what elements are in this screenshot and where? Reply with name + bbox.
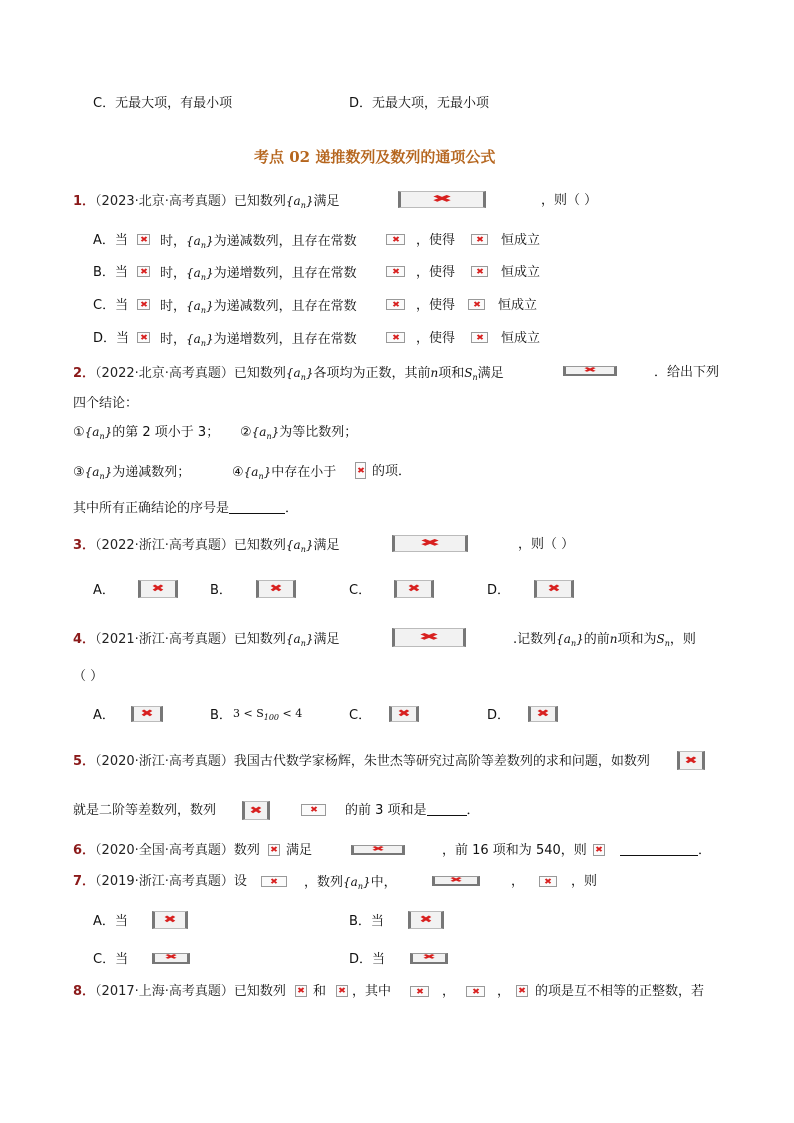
formula-image <box>301 804 326 816</box>
q2-ask: 其中所有正确结论的序号是 ． <box>73 501 299 516</box>
formula-image <box>137 234 150 245</box>
question-tail: ．给出下列 <box>654 365 720 380</box>
formula-image <box>516 985 528 997</box>
q2-line2: 四个结论： <box>73 396 139 411</box>
formula-image <box>432 876 480 886</box>
question-6-stem: 6．（2020·全国·高考真题）数列 <box>73 843 260 858</box>
formula-image <box>468 299 485 310</box>
q6-mid: ，前 16 项和为 540，则 <box>442 843 587 858</box>
q6-end: ． <box>620 842 711 860</box>
q3-option-b: B． <box>210 583 232 598</box>
question-2-stem: 2．（2022·北京·高考真题）已知数列$\{a_n\}$各项均为正数，其前n项和$S_n$满足 <box>73 366 504 382</box>
q1-option-b: B．当 <box>93 265 128 280</box>
q4-option-d: D． <box>487 708 511 723</box>
formula-image <box>242 801 270 820</box>
formula-image <box>408 911 444 929</box>
q2-conclusion-2: $②\{a_n\}$为等比数列； <box>240 425 358 441</box>
formula-image <box>471 266 488 277</box>
q4-option-a: A． <box>93 708 115 723</box>
formula-image <box>471 332 488 343</box>
question-7-stem: 7．（2019·浙江·高考真题）设 <box>73 874 247 889</box>
formula-image <box>386 332 405 343</box>
formula-image <box>137 299 150 310</box>
q1-a-shide: ，使得 <box>416 233 456 248</box>
question-4-stem: 4．（2021·浙江·高考真题）已知数列$\{a_n\}$满足 <box>73 632 340 648</box>
formula-image <box>137 332 150 343</box>
q7-comma: ， <box>511 874 525 889</box>
q7-option-a: A．当 <box>93 914 128 929</box>
question-3-stem: 3．（2022·浙江·高考真题）已知数列$\{a_n\}$满足 <box>73 538 340 554</box>
q1-a-hcl: 恒成立 <box>501 233 541 248</box>
q4-tail: .记数列$\{a_n\}$的前n项和为$S_n$，则 <box>513 632 696 648</box>
q4-option-b-expr: $3 < S_{100} < 4$ <box>233 707 303 722</box>
formula-image <box>539 876 557 887</box>
q1-option-d: D．当 <box>93 331 130 346</box>
formula-image <box>392 535 468 552</box>
formula-image <box>131 706 163 722</box>
formula-image <box>410 986 429 997</box>
q6-stem2: 满足 <box>286 843 313 858</box>
formula-image <box>355 462 366 479</box>
formula-image <box>336 985 348 997</box>
formula-image <box>394 580 434 598</box>
formula-image <box>386 266 405 277</box>
formula-image <box>677 751 705 770</box>
q1-b-hcl: 恒成立 <box>501 265 541 280</box>
question-number: 1． <box>73 194 96 209</box>
q1-d-text: 时，$\{a_n\}$为递增数列，且存在常数 <box>160 332 357 348</box>
q4-paren: （ ） <box>73 669 104 684</box>
q1-b-text: 时，$\{a_n\}$为递增数列，且存在常数 <box>160 266 357 282</box>
q8-stem2: ，其中 <box>352 984 392 999</box>
q2-conclusion-1: $①\{a_n\}$的第 2 项小于 3； <box>73 425 220 441</box>
q1-option-c: C．当 <box>93 298 129 313</box>
formula-image <box>138 580 178 598</box>
q7-option-c: C．当 <box>93 952 129 967</box>
q3-option-c: C． <box>349 583 372 598</box>
q2-conclusion-3: $③\{a_n\}$为递减数列； <box>73 465 191 481</box>
q1-d-shide: ，使得 <box>416 331 456 346</box>
q1-d-hcl: 恒成立 <box>501 331 541 346</box>
q5-line2b: 的前 3 项和是 ． <box>345 803 480 818</box>
formula-image <box>351 845 405 855</box>
question-source: （2023·北京·高考真题） <box>95 194 234 209</box>
q1-b-shide: ，使得 <box>416 265 456 280</box>
q1-c-hcl: 恒成立 <box>498 298 538 313</box>
sequence-symbol: $\{a_n\}$ <box>285 194 314 210</box>
question-tail: ，则（ ） <box>518 537 575 552</box>
q1-c-shide: ，使得 <box>416 298 456 313</box>
question-5-stem: 5．（2020·浙江·高考真题）我国古代数学家杨辉，朱世杰等研究过高阶等差数列的求和问题，如数列 <box>73 754 650 769</box>
formula-image <box>295 985 307 997</box>
formula-image <box>386 234 405 245</box>
formula-image <box>528 706 558 722</box>
q4-option-c: C． <box>349 708 372 723</box>
formula-image <box>389 706 419 722</box>
q1-a-text: 时，$\{a_n\}$为递减数列，且存在常数 <box>160 234 357 250</box>
q3-option-a: A． <box>93 583 115 598</box>
q7-stem2: ，数列$\{a_n\}$中， <box>304 875 397 891</box>
q3-option-d: D． <box>487 583 511 598</box>
q1-option-a: A．当 <box>93 233 128 248</box>
q8-end: 的项是互不相等的正整数，若 <box>535 984 705 999</box>
q4-option-b: B． <box>210 708 232 723</box>
q7-option-b: B．当 <box>349 914 384 929</box>
stem-text: 已知数列 <box>233 194 286 209</box>
option-d: D．无最大项，无最小项 <box>349 96 490 111</box>
formula-image <box>152 953 190 964</box>
q2-conclusion-4: $④\{a_n\}$中存在小于 <box>232 465 337 481</box>
option-c: C．无最大项，有最小项 <box>93 96 233 111</box>
formula-image <box>471 234 488 245</box>
question-1-stem: 1．（2023·北京·高考真题）已知数列$\{a_n\}$满足 <box>73 194 340 210</box>
formula-image <box>386 299 405 310</box>
formula-image <box>563 366 617 376</box>
question-8-stem: 8．（2017·上海·高考真题）已知数列 <box>73 984 286 999</box>
formula-image <box>534 580 574 598</box>
formula-image <box>593 844 605 856</box>
formula-image <box>392 628 466 647</box>
formula-image <box>398 191 486 208</box>
section-title: 考点 02 递推数列及数列的通项公式 <box>254 148 496 166</box>
q1-c-text: 时，$\{a_n\}$为递减数列，且存在常数 <box>160 299 357 315</box>
q7-option-d: D．当 <box>349 952 386 967</box>
q8-comma-2: ， <box>497 984 511 999</box>
q2-c4-end: 的项． <box>372 464 412 479</box>
q8-he: 和 <box>313 984 327 999</box>
formula-image <box>466 986 485 997</box>
formula-image <box>268 844 280 856</box>
formula-image <box>152 911 188 929</box>
question-tail: ，则（ ） <box>541 193 598 208</box>
formula-image <box>261 876 287 887</box>
formula-image <box>410 953 448 964</box>
q7-end: ，则 <box>571 874 598 889</box>
q8-comma-1: ， <box>442 984 456 999</box>
formula-image <box>137 266 150 277</box>
q5-line2a: 就是二阶等差数列，数列 <box>73 803 217 818</box>
formula-image <box>256 580 296 598</box>
